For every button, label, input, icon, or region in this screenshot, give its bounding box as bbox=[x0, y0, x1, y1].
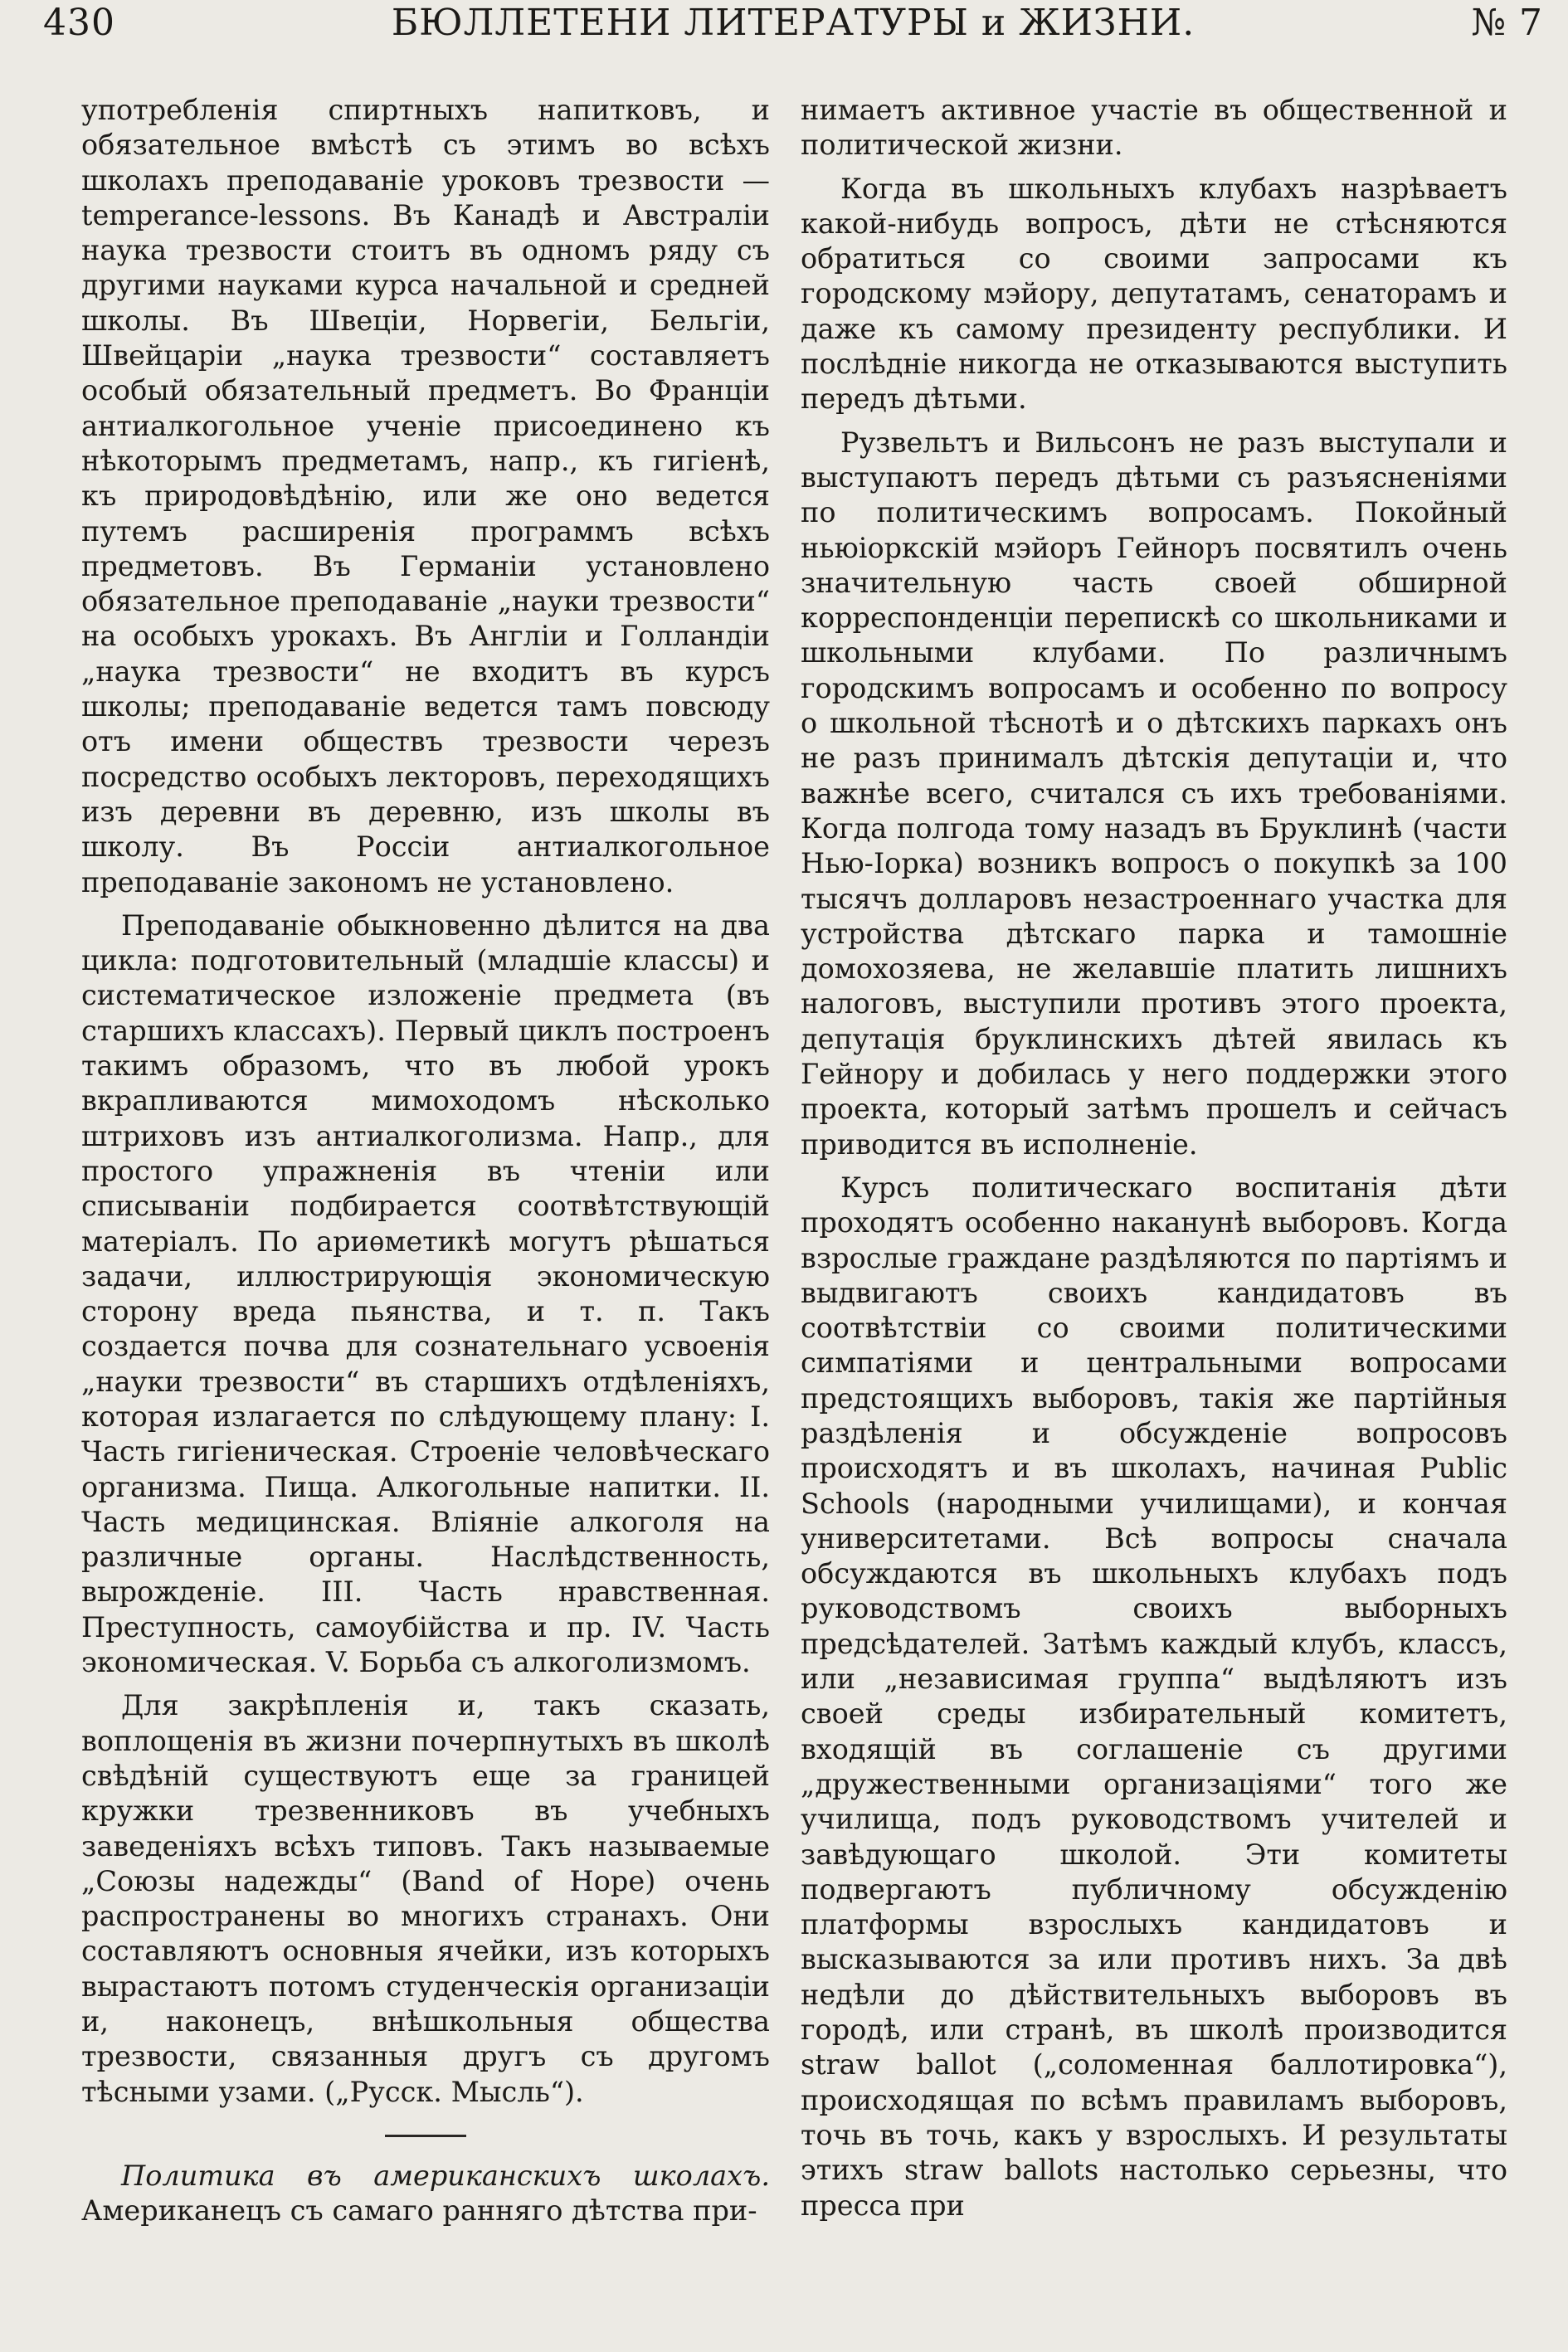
issue-number: № 7 bbox=[1471, 2, 1543, 44]
paragraph: Курсъ политическаго воспитанія дѣти проходятъ особенно наканунѣ выборовъ. Когда взрослые граждане раздѣляются по партіямъ и выдвигаютъ своихъ кандидатовъ въ соотвѣтствіи со своими политическими симпатіями и центральными вопросами предстоящихъ выборовъ, такія же партійныя раздѣленія и обсужденіе вопросовъ происходятъ и въ школахъ, начиная Public Schools (народными училищами), и кончая университетами. Всѣ вопросы сначала обсуждаются въ школьныхъ клубахъ подъ руководствомъ своихъ выборныхъ предсѣдателей. Затѣмъ каждый клубъ, классъ, или „независимая группа“ выдѣляютъ изъ своей среды избирательный комитетъ, входящій въ соглашеніе съ другими „дружественными организаціями“ того же училища, подъ руководствомъ учителей и завѣдующаго школой. Эти комитеты подвергаютъ публичному обсужденію платформы взрослыхъ кандидатовъ и высказываются за или противъ нихъ. За двѣ недѣли до дѣйствительныхъ выборовъ въ городѣ, или странѣ, въ школѣ производится straw ballot („соломенная баллотировка“), происходящая по всѣмъ правиламъ выборовъ, точь въ точь, какъ у взрослыхъ. И результаты этихъ straw ballots настолько серьезны, что пресса при bbox=[801, 1171, 1507, 2222]
right-column bbox=[801, 93, 1507, 2335]
paragraph: Когда въ школьныхъ клубахъ назрѣваетъ какой-нибудь вопросъ, дѣти не стѣсняются обратиться со своими запросами къ городскому мэйору, депутатамъ, сенаторамъ и даже къ самому президенту республики. И послѣдніе никогда не отказываются выступить передъ дѣтьми. bbox=[801, 172, 1507, 416]
paragraph: нимаетъ активное участіе въ общественной и политической жизни. bbox=[801, 94, 1507, 162]
left-column bbox=[81, 93, 770, 2335]
paragraph: употребленія спиртныхъ напитковъ, и обязательное вмѣстѣ съ этимъ во всѣхъ школахъ преподаваніе уроковъ трезвости — temperance-lessons. Въ Канадѣ и Австраліи наука трезвости стоитъ въ одномъ ряду съ другими науками курса начальной и средней школы. Въ Швеціи, Норвегіи, Бельгіи, Швейцаріи „наука трезвости“ составляетъ особый обязательный предметъ. Во Франціи антиалкогольное ученіе присоединено къ нѣкоторымъ предметамъ, напр., къ гигіенѣ, къ природовѣдѣнію, или же оно ведется путемъ расширенія программъ всѣхъ предметовъ. Въ Германіи установлено обязательное преподаваніе „науки трезвости“ на особыхъ урокахъ. Въ Англіи и Голландіи „наука трезвости“ не входитъ въ курсъ школы; преподаваніе ведется тамъ повсюду отъ имени обществъ трезвости черезъ посредство особыхъ лекторовъ, переходящихъ изъ деревни въ деревню, изъ школы въ школу. Въ Россіи антиалкогольное преподаваніе закономъ не установлено. bbox=[81, 94, 770, 898]
section-heading: Политика въ американскихъ школахъ. bbox=[121, 2159, 770, 2192]
paragraph: Преподаваніе обыкновенно дѣлится на два цикла: подготовительный (младшіе классы) и систематическое изложеніе предмета (въ старшихъ классахъ). Первый циклъ построенъ такимъ образомъ, что въ любой урокъ вкрапливаются мимоходомъ нѣсколько штриховъ изъ антиалкоголизма. Напр., для простого упражненія въ чтеніи или списываніи подбирается соотвѣтствующій матеріалъ. По ариѳметикѣ могутъ рѣшаться задачи, иллюстрирующія экономическую сторону вреда пьянства, и т. п. Такъ создается почва для сознательнаго усвоенія „науки трезвости“ въ старшихъ отдѣленіяхъ, которая излагается по слѣдующему плану: I. Часть гигіеническая. Строеніе человѣческаго организма. Пища. Алкогольные напитки. II. Часть медицинская. Вліяніе алкоголя на различные органы. Наслѣдственность, вырожденіе. III. Часть нравственная. Преступность, самоубійства и пр. IV. Часть экономическая. V. Борьба съ алкоголизмомъ. bbox=[81, 908, 770, 1679]
journal-title: БЮЛЛЕТЕНИ ЛИТЕРАТУРЫ и ЖИЗНИ. bbox=[391, 2, 1195, 44]
running-header bbox=[43, 2, 1543, 51]
section-paragraph bbox=[81, 2159, 770, 2229]
paragraph-text: Американецъ съ самаго ранняго дѣтства при- bbox=[81, 2194, 757, 2228]
section-divider bbox=[385, 2135, 466, 2137]
paragraph: Рузвельтъ и Вильсонъ не разъ выступали и выступаютъ передъ дѣтьми съ разъясненіями по политическимъ вопросамъ. Покойный ньюіоркскій мэйоръ Гейноръ посвятилъ очень значительную часть своей обширной корреспонденціи перепискѣ со школьниками и школьными клубами. По различнымъ городскимъ вопросамъ и особенно по вопросу о школьной тѣснотѣ и о дѣтскихъ паркахъ онъ не разъ принималъ дѣтскія депутаціи и, что важнѣе всего, считался съ ихъ требованіями. Когда полгода тому назадъ въ Бруклинѣ (части Нью-Іорка) возникъ вопросъ о покупкѣ за 100 тысячъ долларовъ незастроеннаго участка для устройства дѣтскаго парка и тамошніе домохозяева, не желавшіе платить лишнихъ налоговъ, выступили противъ этого проекта, депутація бруклинскихъ дѣтей явилась къ Гейнору и добилась у него поддержки этого проекта, который затѣмъ прошелъ и сейчасъ приводится въ исполненіе. bbox=[801, 426, 1507, 1161]
page-number: 430 bbox=[43, 2, 115, 44]
paragraph: Для закрѣпленія и, такъ сказать, воплощенія въ жизни почерпнутыхъ въ школѣ свѣдѣній существуютъ еще за границей кружки трезвенниковъ въ учебныхъ заведеніяхъ всѣхъ типовъ. Такъ называемые „Союзы надежды“ (Band of Hope) очень распространены во многихъ странахъ. Они составляютъ основныя ячейки, изъ которыхъ вырастаютъ потомъ студенческія организаціи и, наконецъ, внѣшкольныя общества трезвости, связанныя другъ съ другомъ тѣсными узами. („Русск. Мысль“). bbox=[81, 1689, 770, 2108]
